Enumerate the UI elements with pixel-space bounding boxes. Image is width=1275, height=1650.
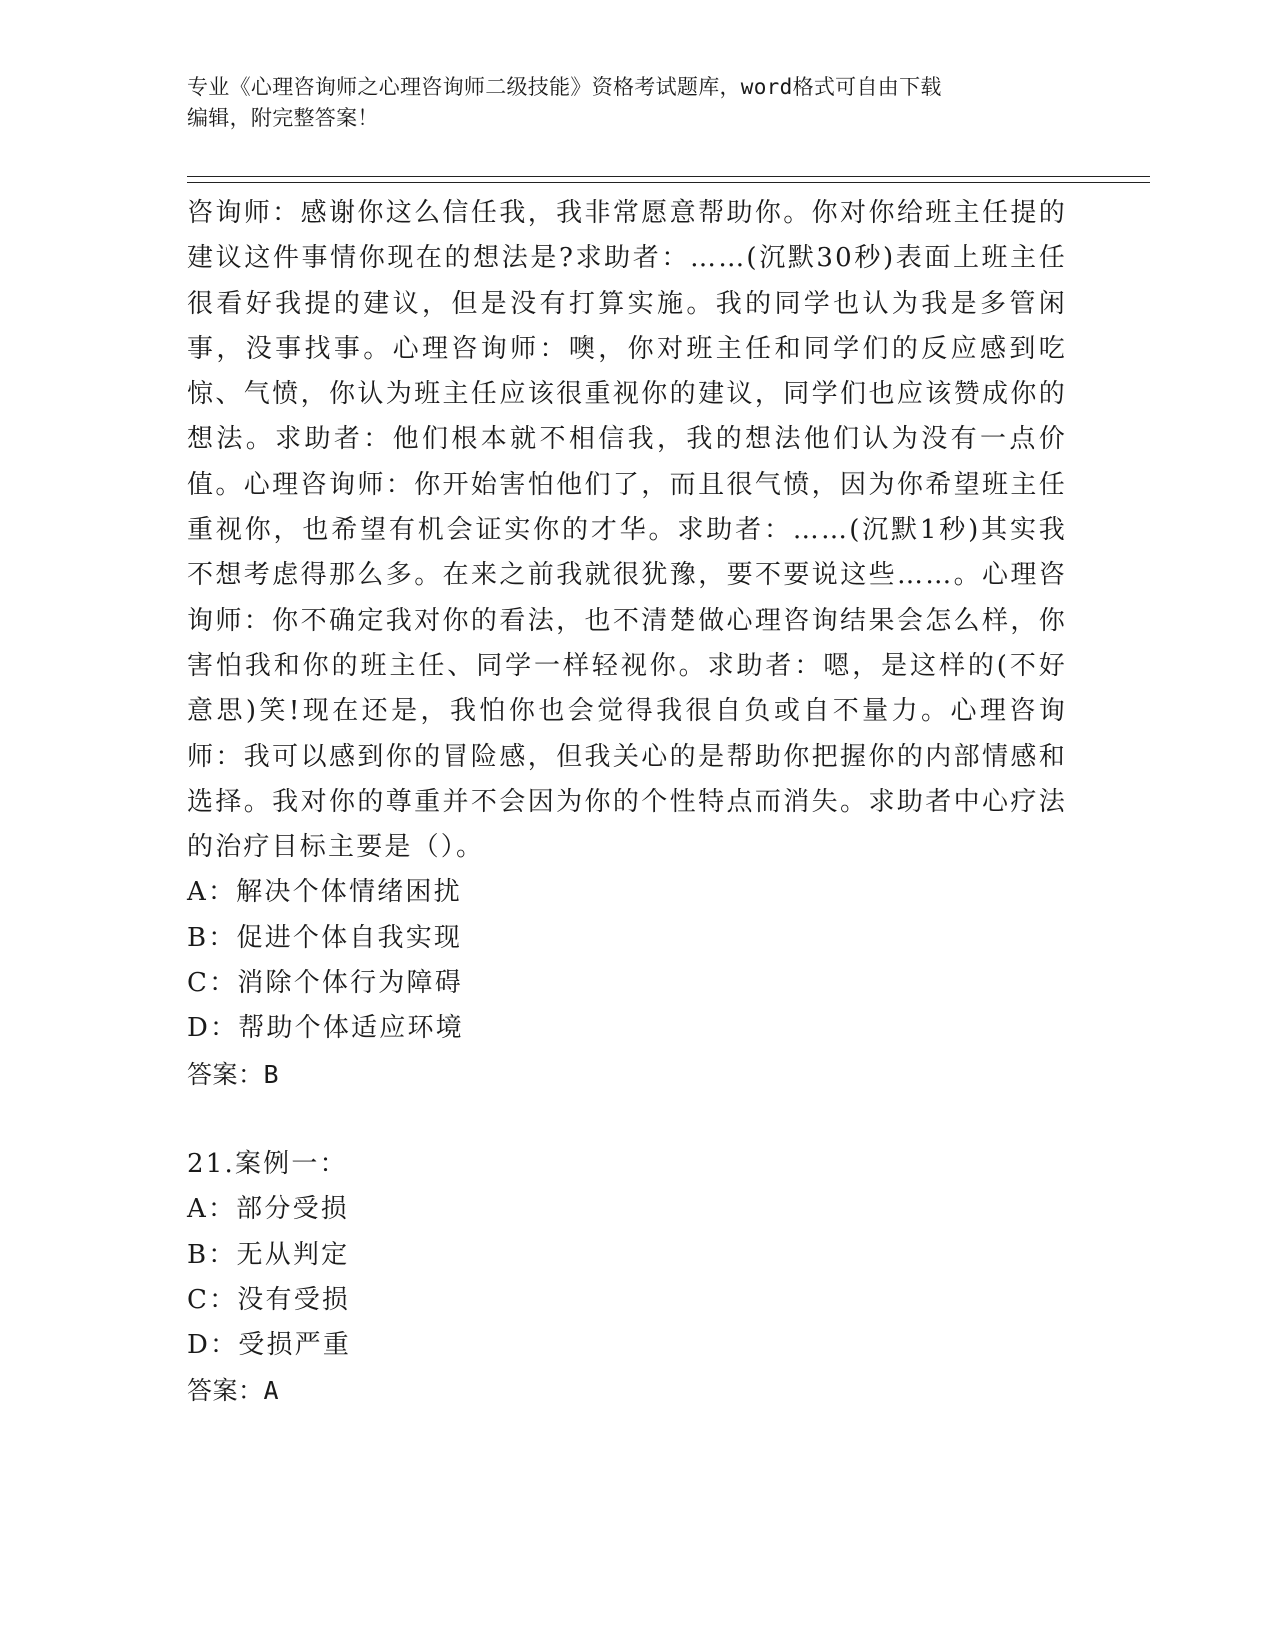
header-divider-top: [187, 176, 1150, 177]
answer: 答案：B: [187, 1059, 280, 1089]
option-a: A：部分受损: [187, 1194, 349, 1225]
option-d: D：帮助个体适应环境: [187, 1013, 464, 1044]
option-c: C：消除个体行为障碍: [187, 968, 463, 999]
option-b: B：无从判定: [187, 1239, 350, 1270]
question-20: [187, 191, 1067, 1097]
option-a: A：解决个体情绪困扰: [187, 877, 462, 908]
option-c: C：没有受损: [187, 1284, 351, 1315]
question-21: [187, 1142, 1067, 1414]
option-b: B：促进个体自我实现: [187, 922, 463, 953]
header-line-2: 编辑，附完整答案！: [187, 106, 379, 130]
question-stem: 21.案例一：: [187, 1148, 348, 1179]
option-d: D：受损严重: [187, 1330, 352, 1361]
question-stem: 咨询师：感谢你这么信任我，我非常愿意帮助你。你对你给班主任提的建议这件事情你现在的想法是?求助者：……(沉默30秒)表面上班主任很看好我提的建议，但是没有打算实施。我的同学也认为我是多管闲事，没事找事。心理咨询师：噢，你对班主任和同学们的反应感到吃惊、气愤，你认为班主任应该很重视你的建议，同学们也应该赞成你的想法。求助者：他们根本就不相信我，我的想法他们认为没有一点价值。心理咨询师：你开始害怕他们了，而且很气愤，因为你希望班主任重视你，也希望有机会证实你的才华。求助者：……(沉默1秒)其实我不想考虑得那么多。在来之前我就很犹豫，要不要说这些……。心理咨询师：你不确定我对你的看法，也不清楚做心理咨询结果会怎么样，你害怕我和你的班主任、同学一样轻视你。求助者：嗯，是这样的(不好意思)笑!现在还是，我怕你也会觉得我很自负或自不量力。心理咨询师：我可以感到你的冒险感，但我关心的是帮助你把握你的内部情感和选择。我对你的尊重并不会因为你的个性特点而消失。求助者中心疗法的治疗目标主要是（）。: [187, 198, 1067, 863]
header-line-1: 专业《心理咨询师之心理咨询师二级技能》资格考试题库，word格式可自由下载: [187, 75, 942, 99]
header-divider-bottom: [187, 182, 1150, 183]
answer: 答案：A: [187, 1376, 280, 1406]
document-header: [187, 72, 1067, 134]
document-body: [187, 191, 1067, 1414]
question-spacer: [187, 1097, 1067, 1142]
